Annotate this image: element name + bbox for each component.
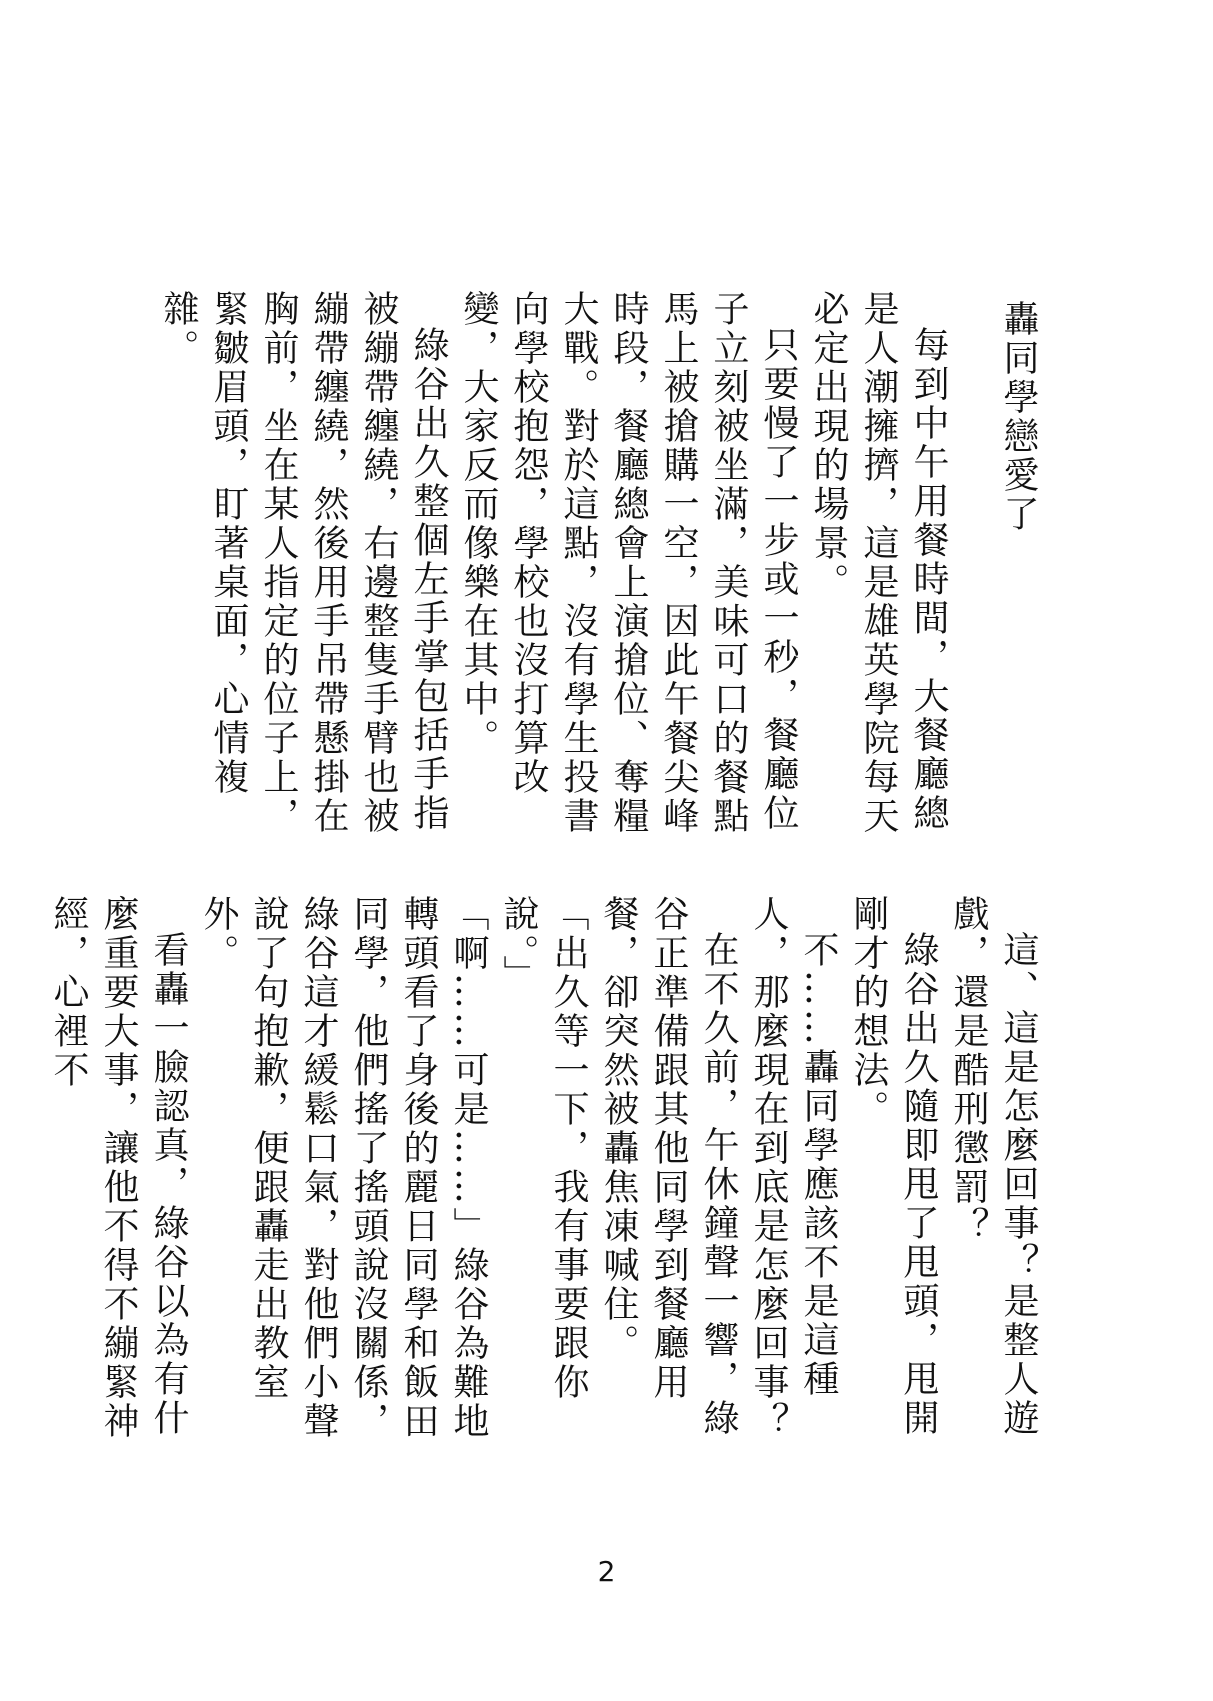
upper-text-block: [158, 290, 1043, 850]
paragraph: 「出久等一下，我有事要跟你說。」: [498, 895, 589, 1402]
paragraph: 每到中午用餐時間，大餐廳總是人潮擁擠，這是雄英學院每天必定出現的場景。: [808, 290, 949, 836]
paragraph: 綠谷出久隨即甩了甩頭，甩開剛才的想法。: [848, 895, 939, 1438]
paragraph: 在不久前，午休鐘聲一響，綠谷正準備跟其他同學到餐廳用餐，卻突然被轟焦凍喊住。: [598, 895, 739, 1438]
paragraph: 不……轟同學應該不是這種人，那麼現在到底是怎麼回事？: [748, 895, 839, 1441]
paragraph: 這、這是怎麼回事？是整人遊戲，還是酷刑懲罰？: [948, 895, 1039, 1438]
chapter-title: 轟同學戀愛了: [998, 300, 1039, 534]
paragraph: 只要慢了一步或一秒，餐廳位子立刻被坐滿，美味可口的餐點馬上被搶購一空，因此午餐尖峰時段，餐廳總會上演搶位、奪糧大戰。對於這點，沒有學生投書向學校抱怨，學校也沒打算改變，大家反而像樂在其中。: [458, 290, 799, 836]
paragraph: 「啊……可是……」綠谷為難地轉頭看了身後的麗日同學和飯田同學，他們搖了搖頭說沒關係，綠谷這才緩鬆口氣，對他們小聲說了句抱歉，便跟轟走出教室外。: [198, 895, 489, 1441]
page-number: 2: [597, 1555, 616, 1588]
lower-text-block: [48, 895, 1043, 1455]
paragraph: 綠谷出久整個左手掌包括手指被繃帶纏繞，右邊整隻手臂也被繃帶纏繞，然後用手吊帶懸掛在胸前，坐在某人指定的位子上，緊皺眉頭，盯著桌面，心情複雜。: [158, 290, 449, 836]
paragraph: 看轟一臉認真，綠谷以為有什麼重要大事，讓他不得不繃緊神經，心裡不: [48, 895, 189, 1441]
